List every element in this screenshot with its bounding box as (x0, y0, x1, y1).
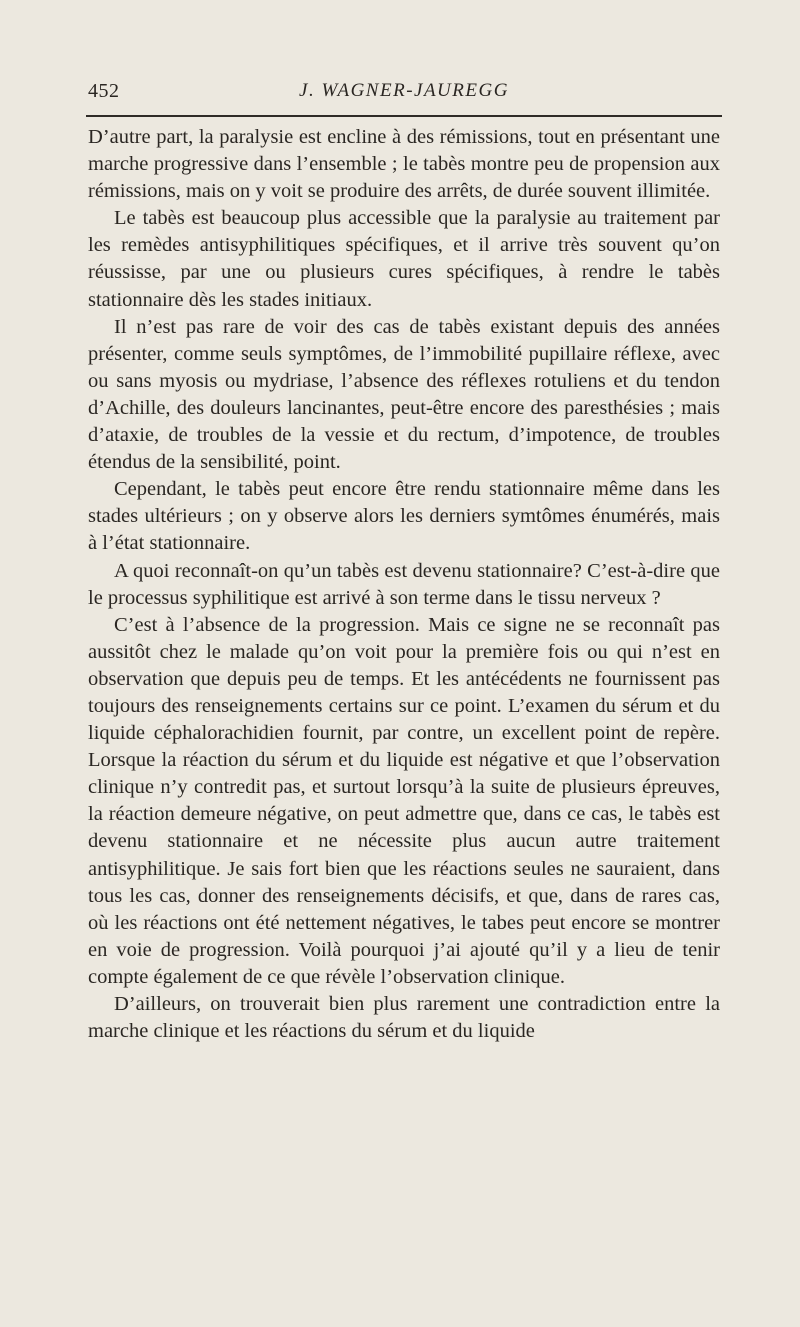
paragraph: Cependant, le tabès peut encore être rendu stationnaire même dans les stades ultérieurs ; on y observe alors les derniers symtômes énumérés, mais à l’état stationnaire. (88, 478, 720, 555)
paragraph: Il n’est pas rare de voir des cas de tabès existant depuis des années présenter, comme seuls symptômes, de l’immobilité pupillaire réflexe, avec ou sans myosis ou mydriase, l’absence des réflexes rotuliens et du tendon d’Achille, des douleurs lancinantes, peut-être encore des paresthésies ; mais d’ataxie, de troubles de la vessie et du rectum, d’impotence, de troubles étendus de la sensibilité, point. (88, 315, 720, 474)
paragraph: C’est à l’absence de la progression. Mais ce signe ne se reconnaît pas aussitôt chez le malade qu’on voit pour la première fois ou qui n’est en observation que depuis peu de temps. Et les antécédents ne fournissent pas toujours des renseignements certains sur ce point. L’examen du sérum et du liquide céphalorachidien fournit, par contre, un excellent point de repère. Lorsque la réaction du sérum et du liquide est négative et que l’observation clinique n’y contredit pas, et surtout lorsqu’à la suite de plusieurs épreuves, la réaction demeure négative, on peut admettre que, dans ce cas, le tabès est devenu stationnaire et ne nécessite plus aucun autre traitement antisyphilitique. Je sais fort bien que les réactions seules ne sauraient, dans tous les cas, donner des renseignements décisifs, et que, dans de rares cas, où les réactions ont été nettement négatives, le tabes peut encore se montrer en voie de progression. Voilà pourquoi j’ai ajouté qu’il y a lieu de tenir compte également de ce que révèle l’observation clinique. (88, 613, 720, 988)
paragraph: Le tabès est beaucoup plus accessible que la paralysie au traitement par les remèdes antisyphilitiques spécifiques, et il arrive très souvent qu’on réussisse, par une ou plusieurs cures spécifiques, à rendre le tabès stationnaire dès les stades initiaux. (88, 207, 720, 311)
body-text (88, 124, 720, 1045)
page-number: 452 (88, 80, 120, 102)
running-head (88, 80, 720, 110)
paragraph: D’ailleurs, on trouverait bien plus rarement une contradiction entre la marche clinique et les réactions du sérum et du liquide (88, 993, 720, 1043)
paragraph: D’autre part, la paralysie est encline à des rémissions, tout en présentant une marche progressive dans l’ensemble ; le tabès montre peu de propension aux rémissions, mais on y voit se produire des arrêts, de durée souvent illimitée. (88, 126, 720, 203)
paragraph: A quoi reconnaît-on qu’un tabès est devenu stationnaire? C’est-à-dire que le processus syphilitique est arrivé à son terme dans le tissu nerveux ? (88, 559, 720, 609)
running-title: J. WAGNER-JAUREGG (299, 80, 509, 101)
header-rule (86, 115, 722, 117)
